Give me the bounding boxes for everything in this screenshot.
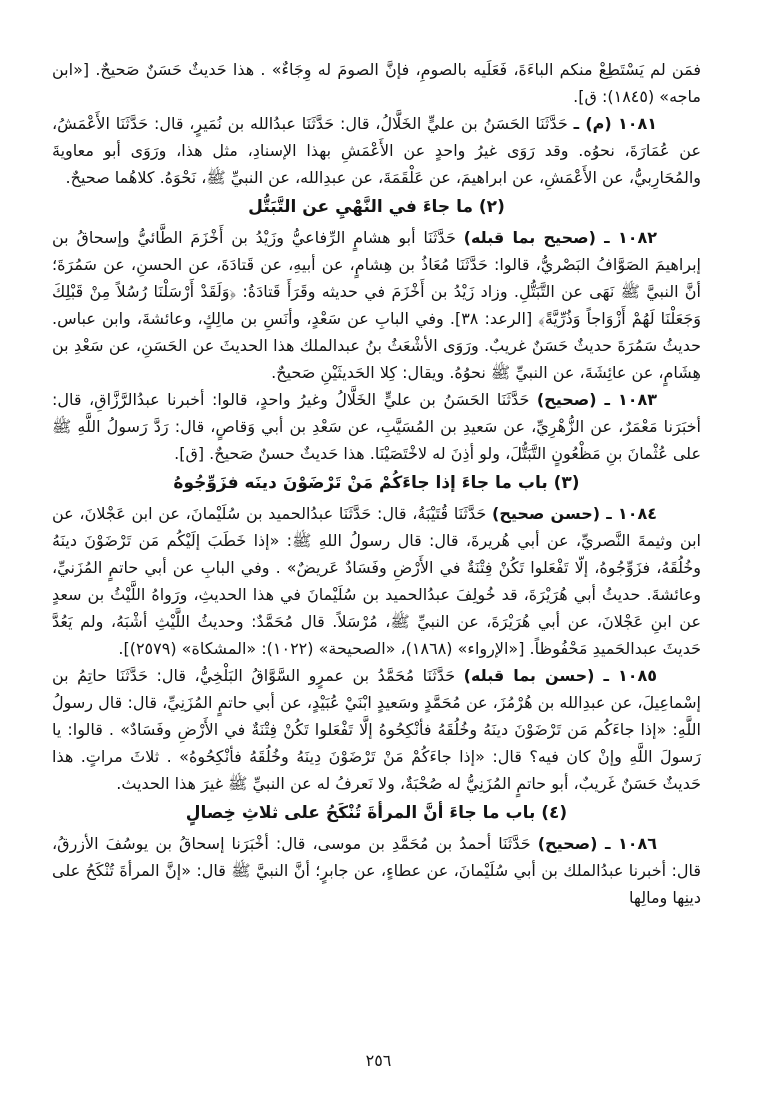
section-heading-2: (٢) ما جاءَ في النَّهْيِ عن التَّبَتُّل	[248, 197, 505, 217]
page-number: ٢٥٦	[365, 1051, 392, 1070]
hadith-entry-1085	[52, 662, 701, 797]
hadith-entry-1081	[52, 110, 701, 191]
hadith-text: حَدَّثَنَا الحَسَنُ بن عليٍّ الخَلَّالُ وغيرُ واحدٍ، قالوا: أخبرنا عبدُالرَّزَّاقِ، قال: أخبَرَنا مَعْمَرٌ، عن الزُّهْرِيِّ، عن سَعيدِ بن المُسَيَّبِ، عن سَعْدِ بن أبي وَقاصٍ، قال: رَدَّ رَسولُ اللَّهِ ﷺ على عُثْمانَ بنِ مَظْعُونٍ التَّبَتُّلَ، ولو أذِنَ له لاخْتَصَيْنَا. هذا حَديثٌ حسنٌ صَحيحٌ. [ق].	[52, 390, 701, 463]
hadith-text: حَدَّثَنَا أبو هشامٍ الرِّفاعيُّ وزَيْدُ بن أَخْزَمَ الطَّائيُّ وإسحاقُ بن إبراهيمَ الصَوَّافُ البَصْريُّ، قالوا: حَدَّثَنَا مُعَاذُ بن هِشامٍ، عن أبيهِ، عن قَتادَةَ، عن الحسنِ، عن سَمُرَةَ؛ أنَّ النبيَّ ﷺ نَهَى عن التَّبَتُّلِ. وزاد زَيْدُ بن أَخْزَمَ في حديثه وقَرَأَ قَتادَةُ: ﴿وَلَقَدْ أَرْسَلْنَا رُسُلاً مِنْ قَبْلِكَ وَجَعَلْنَا لَهُمْ أَزْوَاجاً وَذُرِّيَّةً﴾ [الرعد: ٣٨]. وفي البابِ عن سَعْدٍ، وأنَسِ بن مالِكٍ، وعائشةَ، وابن عباس. حديثُ سَمُرَةَ حديثٌ حَسَنٌ غريبٌ. ورَوَى الأشْعَثُ بنُ عبدالملك هذا الحديثَ عن الحَسَنِ، عن سَعْدِ بن هِشَامٍ، عن عائِشَةَ، عن النبيِّ ﷺ نحوُهُ. ويقال: كِلا الحَديثَيْنِ صَحيحٌ.	[52, 228, 702, 382]
hadith-entry-1082	[52, 224, 701, 386]
page-footer	[0, 1051, 757, 1070]
hadith-number-grade: ١٠٨٢ ـ (صحيح بما قبله)	[463, 228, 658, 247]
hadith-entry-1084	[52, 500, 701, 662]
hadith-entry-1083	[52, 386, 701, 467]
hadith-text: حَدَّثَنَا أحمدُ بن مُحَمَّدِ بن موسى، قال: أخْبَرَنا إسحاقُ بن يوسُفَ الأزرقُ، قال: أخبرنا عبدُالملك بن أبي سُلَيْمانَ، عن عطاءٍ، عن جابرٍ؛ أنَّ النبيَّ ﷺ قال: «إنَّ المرأةَ تُنْكَحُ على دينِها ومالِها	[52, 834, 701, 907]
page-text	[52, 56, 701, 911]
hadith-text: حَدَّثَنَا قُتَيْبَةُ، قال: حَدَّثَنَا عبدُالحميد بن سُلَيْمانَ، عن ابن عَجْلانَ، عن ابن وثيمةَ النَّصريِّ، عن أبي هُريرةَ، قال: قال رسولُ اللهِ ﷺ: «إذا خَطَبَ إلَيْكُم مَن تَرْضَوْنَ دينَهُ وخُلُقَهُ، فزَوِّجُوهُ، إلّا تَفْعَلوا تَكُنْ فِتْنَةٌ في الأَرْضِ وفَسَادٌ عَريضٌ» . وفي البابِ عن أبي حاتمٍ المُزَنيِّ، وعائشةَ. حديثُ أبي هُرَيْرَةَ، قد خُولِفَ عبدُالحميد بن سُلَيْمانَ في هذا الحديثِ، ورَواهُ اللَّيْثُ بن سعدٍ عن ابنِ عَجْلانَ، عن أبي هُرَيْرَةَ، عن النبيِّ ﷺ، مُرْسَلاً. قال مُحَمَّدٌ: وحديثُ اللَّيْثِ أشْبَهُ، ولم يَعُدَّ حَديثَ عبدالحَميدِ مَحْفُوظاً. [«الإرواء» (١٨٦٨)، «الصحيحة» (١٠٢٢): «المشكاة» (٢٥٧٩)].	[52, 504, 701, 658]
hadith-continuation: فمَن لم يَسْتَطِعْ منكم الباءَةَ، فَعَلَيه بالصومِ، فإنَّ الصومَ له وِجَاءٌ» . هذا حَديثٌ حَسَنٌ صَحيحٌ. [«ابن ماجه» (١٨٤٥): ق].	[52, 60, 701, 106]
hadith-text: حَدَّثَنَا مُحَمَّدُ بن عمرٍو السَّوَّاقُ البَلْخِيُّ، قال: حَدَّثَنَا حاتِمُ بن إسْماعِيلَ، عن عبدِالله بن هُرْمُزَ، عن مُحَمَّدٍ وسَعيدٍ ابْنَيْ عُبَيْدٍ، عن أبي حاتمٍ المُزَنِيِّ، قال: قال رسولُ اللَّهِ: «إذا جاءَكُم مَن تَرْضَوْنَ دينَهُ وخُلُقَهُ فأنْكِحُوهُ إلَّا تَفْعَلوا تَكُنْ فِتْنَةٌ في الأَرْضِ وفَسَادٌ» . قالوا: يا رَسولَ اللَّهِ وإنْ كان فيه؟ قال: «إذا جاءَكُمْ مَنْ تَرْضَوْنَ دِينَهُ وخُلُقَهُ فأنْكِحُوهُ» . ثلاثَ مراتٍ. هذا حَديثٌ حَسَنٌ غَريبٌ، أبو حاتمٍ المُزَنِيُّ له صُحْبَةٌ، ولا نَعرفُ له عن النبيِّ ﷺ غيرَ هذا الحديث.	[52, 666, 701, 793]
hadith-number-grade: ١٠٨٥ ـ (حسن بما قبله)	[463, 666, 657, 685]
section-heading-3: (٣) باب ما جاءَ إذا جاءَكُمْ مَنْ تَرْضَوْنَ دينَه فزَوِّجُوهُ	[173, 473, 580, 493]
hadith-number-grade: ١٠٨٣ ـ (صحيح)	[536, 390, 657, 409]
hadith-entry-1086	[52, 830, 701, 911]
hadith-number-grade: ١٠٨١ (م) ـ	[573, 114, 657, 133]
hadith-number-grade: ١٠٨٦ ـ (صحيح)	[537, 834, 657, 853]
hadith-number-grade: ١٠٨٤ ـ (حسن صحيح)	[492, 504, 657, 523]
hadith-text: حَدَّثَنَا الحَسَنُ بن عليٍّ الخَلَّالُ، قال: حَدَّثَنَا عبدُالله بن نُمَيرٍ، قال: حَدَّثَنَا الأَعْمَشُ، عن عُمَارَةَ، نحوُه. وقد رَوَى غيرُ واحدٍ عن الأَعْمَشِ بهذا الإسنادِ، مثل هذا، ورَوَى أبو معاويةَ والمُحَارِبيُّ، عن الأَعْمَشِ، عن ابراهيمَ، عن عَلْقَمَةَ، عن عبدِالله، عن النبيِّ ﷺ، نَحْوَهُ. كلاهُما صحيحٌ.	[52, 114, 701, 187]
section-heading-4: (٤) باب ما جاءَ أنَّ المرأةَ تُنْكَحُ على ثلاثِ خِصالٍ	[185, 803, 568, 823]
